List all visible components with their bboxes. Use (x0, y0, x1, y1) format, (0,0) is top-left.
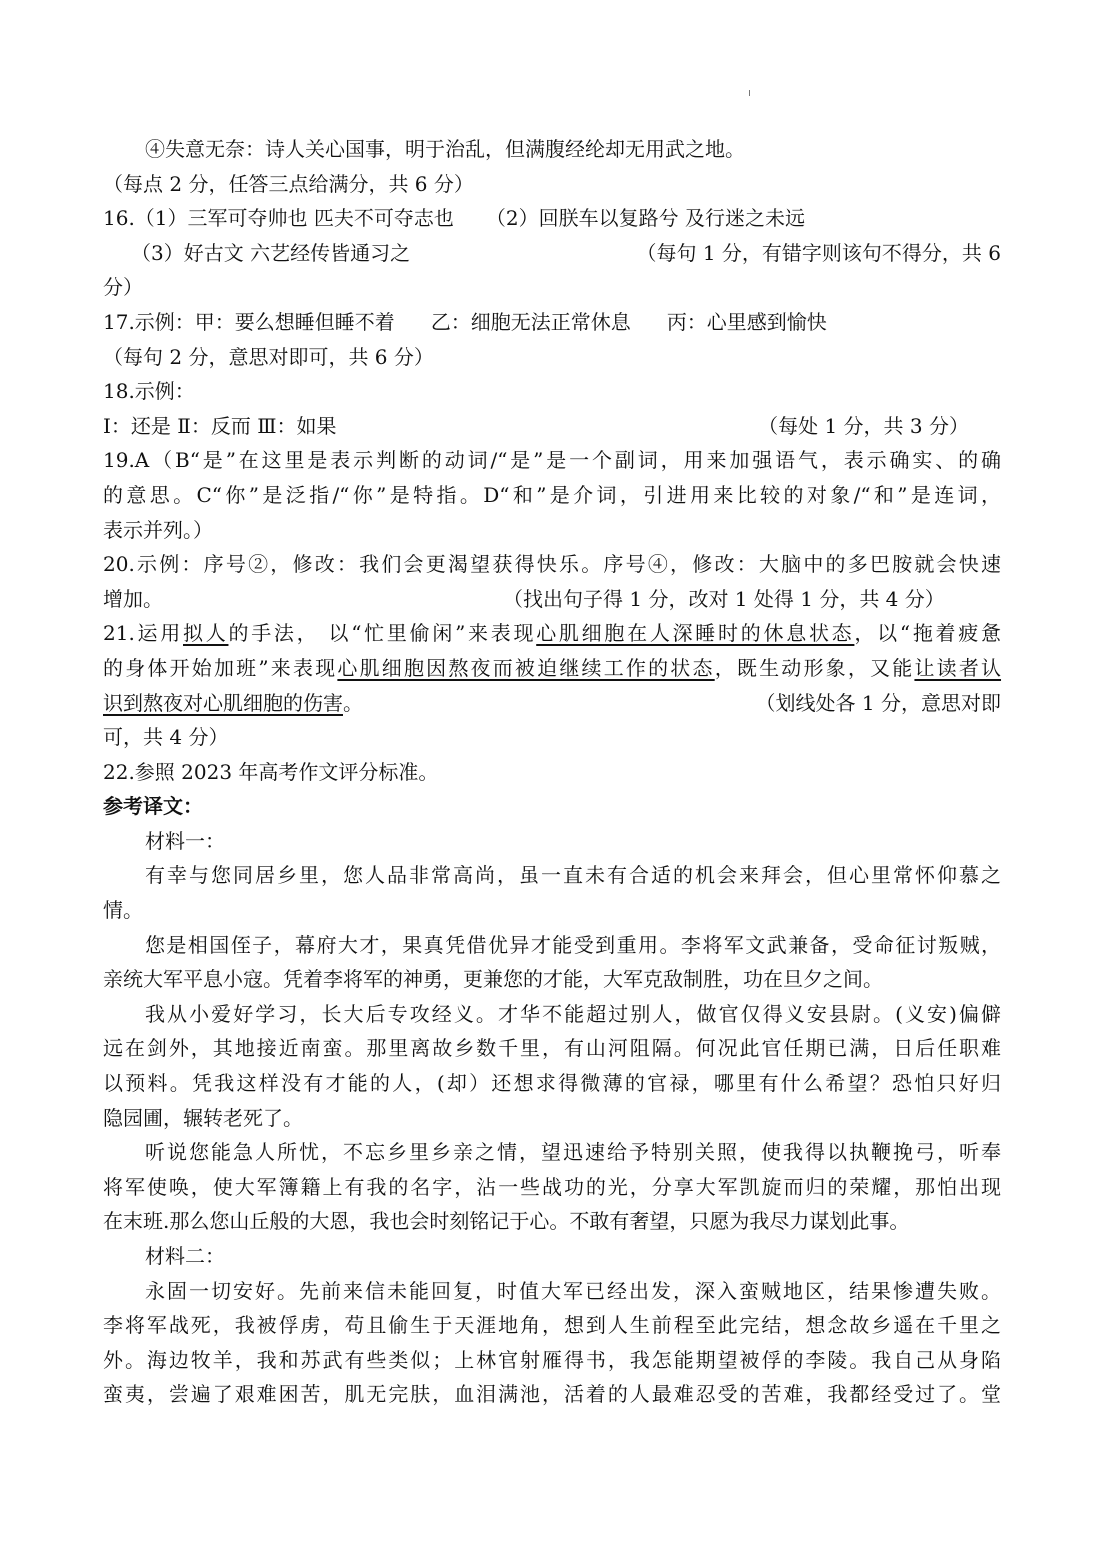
answer-17-line (103, 305, 1001, 340)
answer-content (103, 132, 1001, 1412)
answer-21-text: 的身体开始加班”来表现 (103, 655, 338, 680)
answer-21-note-cont: 可，共 4 分） (103, 725, 229, 750)
answer-16-part-3: （3）好古文 六艺经传皆通习之 (131, 240, 411, 265)
answer-16-part-2: （2）回朕车以复路兮 及行迷之未远 (485, 206, 805, 231)
translation-p3-line-4: 隐园圃，辗转老死了。 (103, 1105, 303, 1130)
translation-p3-line-3: 以预料。凭我这样没有才能的人，(却）还想求得微薄的官禄，哪里有什么希望？恐怕只好归 (103, 1071, 1001, 1096)
answer-21-line-1 (103, 616, 1001, 651)
translation-p4-line-3: 在末班.那么您山丘般的大恩，我也会时刻铭记于心。不敢有奢望，只愿为我尽力谋划此事。 (103, 1209, 910, 1234)
answer-21-underline: 心肌细胞因熬夜而被迫继续工作的状态 (337, 655, 715, 680)
answer-21-underline: 让读者认 (914, 655, 1002, 680)
answer-21-line-2 (103, 651, 1001, 686)
answer-16-note: （每句 1 分，有错字则该句不得分，共 6 (636, 240, 1001, 265)
material-2-title: 材料二： (145, 1244, 225, 1268)
translation-p1-line-2: 情。 (103, 898, 143, 923)
answer-21-text: 。 (343, 690, 363, 715)
answer-16-line-1 (103, 201, 1001, 236)
translation-p2-line-2: 亲统大军平息小寇。凭着李将军的神勇，更兼您的才能，大军克敌制胜，功在旦夕之间。 (103, 967, 883, 992)
translation-p4-line-2: 将军使唤，使大军簿籍上有我的名字，沾一些战功的光，分享大军凯旋而归的荣耀，那怕出现 (103, 1174, 1001, 1199)
translation-heading: 参考译文： (103, 794, 203, 819)
answer-16-part-1: 16.（1）三军可夺帅也 匹夫不可夺志也 (103, 206, 454, 231)
answer-20-text: 增加。 (103, 586, 163, 611)
answer-17-a: 17.示例：甲：要么想睡但睡不着 (103, 309, 395, 334)
answer-19-line-3: 表示并列。） (103, 517, 213, 542)
answer-18-title: 18.示例： (103, 379, 195, 404)
translation-p5-line-4: 蛮夷，尝遍了艰难困苦，肌无完肤，血泪满池，活着的人最难忍受的苦难，我都经受过了。堂 (103, 1382, 1001, 1407)
answer-16-line-2 (103, 236, 1001, 271)
answer-21-text: 的手法， 以“忙里偷闲”来表现 (228, 621, 537, 646)
translation-p3-line-1: 我从小爱好学习，长大后专攻经义。才华不能超过别人，做官仅得义安县尉。(义安)偏僻 (145, 1001, 1001, 1026)
translation-p5-line-2: 李将军战死，我被俘虏，苟且偷生于天涯地角，想到人生前程至此完结，想念故乡遥在千里之 (103, 1313, 1001, 1338)
answer-15-note: （每点 2 分，任答三点给满分，共 6 分） (103, 171, 474, 196)
answer-17-b: 乙：细胞无法正常休息 (430, 309, 631, 334)
answer-17-c: 丙：心里感到愉快 (666, 309, 827, 334)
answer-21-line-3 (103, 686, 1001, 721)
answer-21-underline: 心肌细胞在人深睡时的休息状态 (536, 621, 855, 646)
answer-20-line-1: 20.示例：序号②，修改：我们会更渴望获得快乐。序号④，修改：大脑中的多巴胺就会快速 (103, 552, 1001, 577)
answer-20-note: （找出句子得 1 分，改对 1 处得 1 分，共 4 分） (503, 586, 945, 611)
translation-p3-line-2: 远在剑外，其地接近南蛮。那里离故乡数千里，有山河阻隔。何况此官任期已满，日后任职难 (103, 1036, 1001, 1061)
answer-21-note: （划线处各 1 分，意思对即 (755, 690, 1001, 715)
translation-p1-line-1: 有幸与您同居乡里，您人品非常高尚，虽一直未有合适的机会来拜会，但心里常怀仰慕之 (145, 863, 1001, 888)
answer-21-text: ，以“拖着疲惫 (854, 621, 1002, 646)
translation-p4-line-1: 听说您能急人所忧，不忘乡里乡亲之情，望迅速给予特别关照，使我得以执鞭挽弓，听奉 (145, 1140, 1001, 1165)
answer-17-note: （每句 2 分，意思对即可，共 6 分） (103, 344, 434, 369)
translation-p5-line-3: 外。海边牧羊，我和苏武有些类似；上林官射雁得书，我怎能期望被俘的李陵。我自己从身陷 (103, 1347, 1001, 1372)
answer-21-underline: 识到熬夜对心肌细胞的伤害 (103, 690, 343, 715)
answer-18-answer: Ⅰ：还是 Ⅱ：反而 Ⅲ：如果 (103, 413, 337, 438)
answer-21-text: ，既生动形象，又能 (714, 655, 915, 680)
answer-21-underline: 拟人 (183, 621, 229, 646)
translation-p2-line-1: 您是相国侄子，幕府大才，果真凭借优异才能受到重用。李将军文武兼备，受命征讨叛贼， (145, 932, 1001, 957)
answer-16-note-cont: 分） (103, 275, 143, 300)
answer-22: 22.参照 2023 年高考作文评分标准。 (103, 759, 439, 784)
answer-18-line (103, 409, 1001, 444)
answer-18-note: （每处 1 分，共 3 分） (758, 413, 969, 438)
answer-21-text: 21.运用 (103, 621, 183, 646)
answer-15-point-4: ④失意无奈：诗人关心国事，明于治乱，但满腹经纶却无用武之地。 (145, 137, 745, 161)
translation-p5-line-1: 永固一切安好。先前来信未能回复，时值大军已经出发，深入蛮贼地区，结果惨遭失败。 (145, 1278, 1001, 1303)
answer-20-line-2 (103, 582, 1001, 617)
answer-19-line-1: 19.A（B“是”在这里是表示判断的动词/“是”是一个副词，用来加强语气，表示确实、的确 (103, 448, 1001, 473)
answer-19-line-2: 的意思。C“你”是泛指/“你”是特指。D“和”是介词，引进用来比较的对象/“和”是连词， (103, 482, 1001, 507)
material-1-title: 材料一： (145, 828, 225, 853)
page-mark (749, 90, 750, 96)
